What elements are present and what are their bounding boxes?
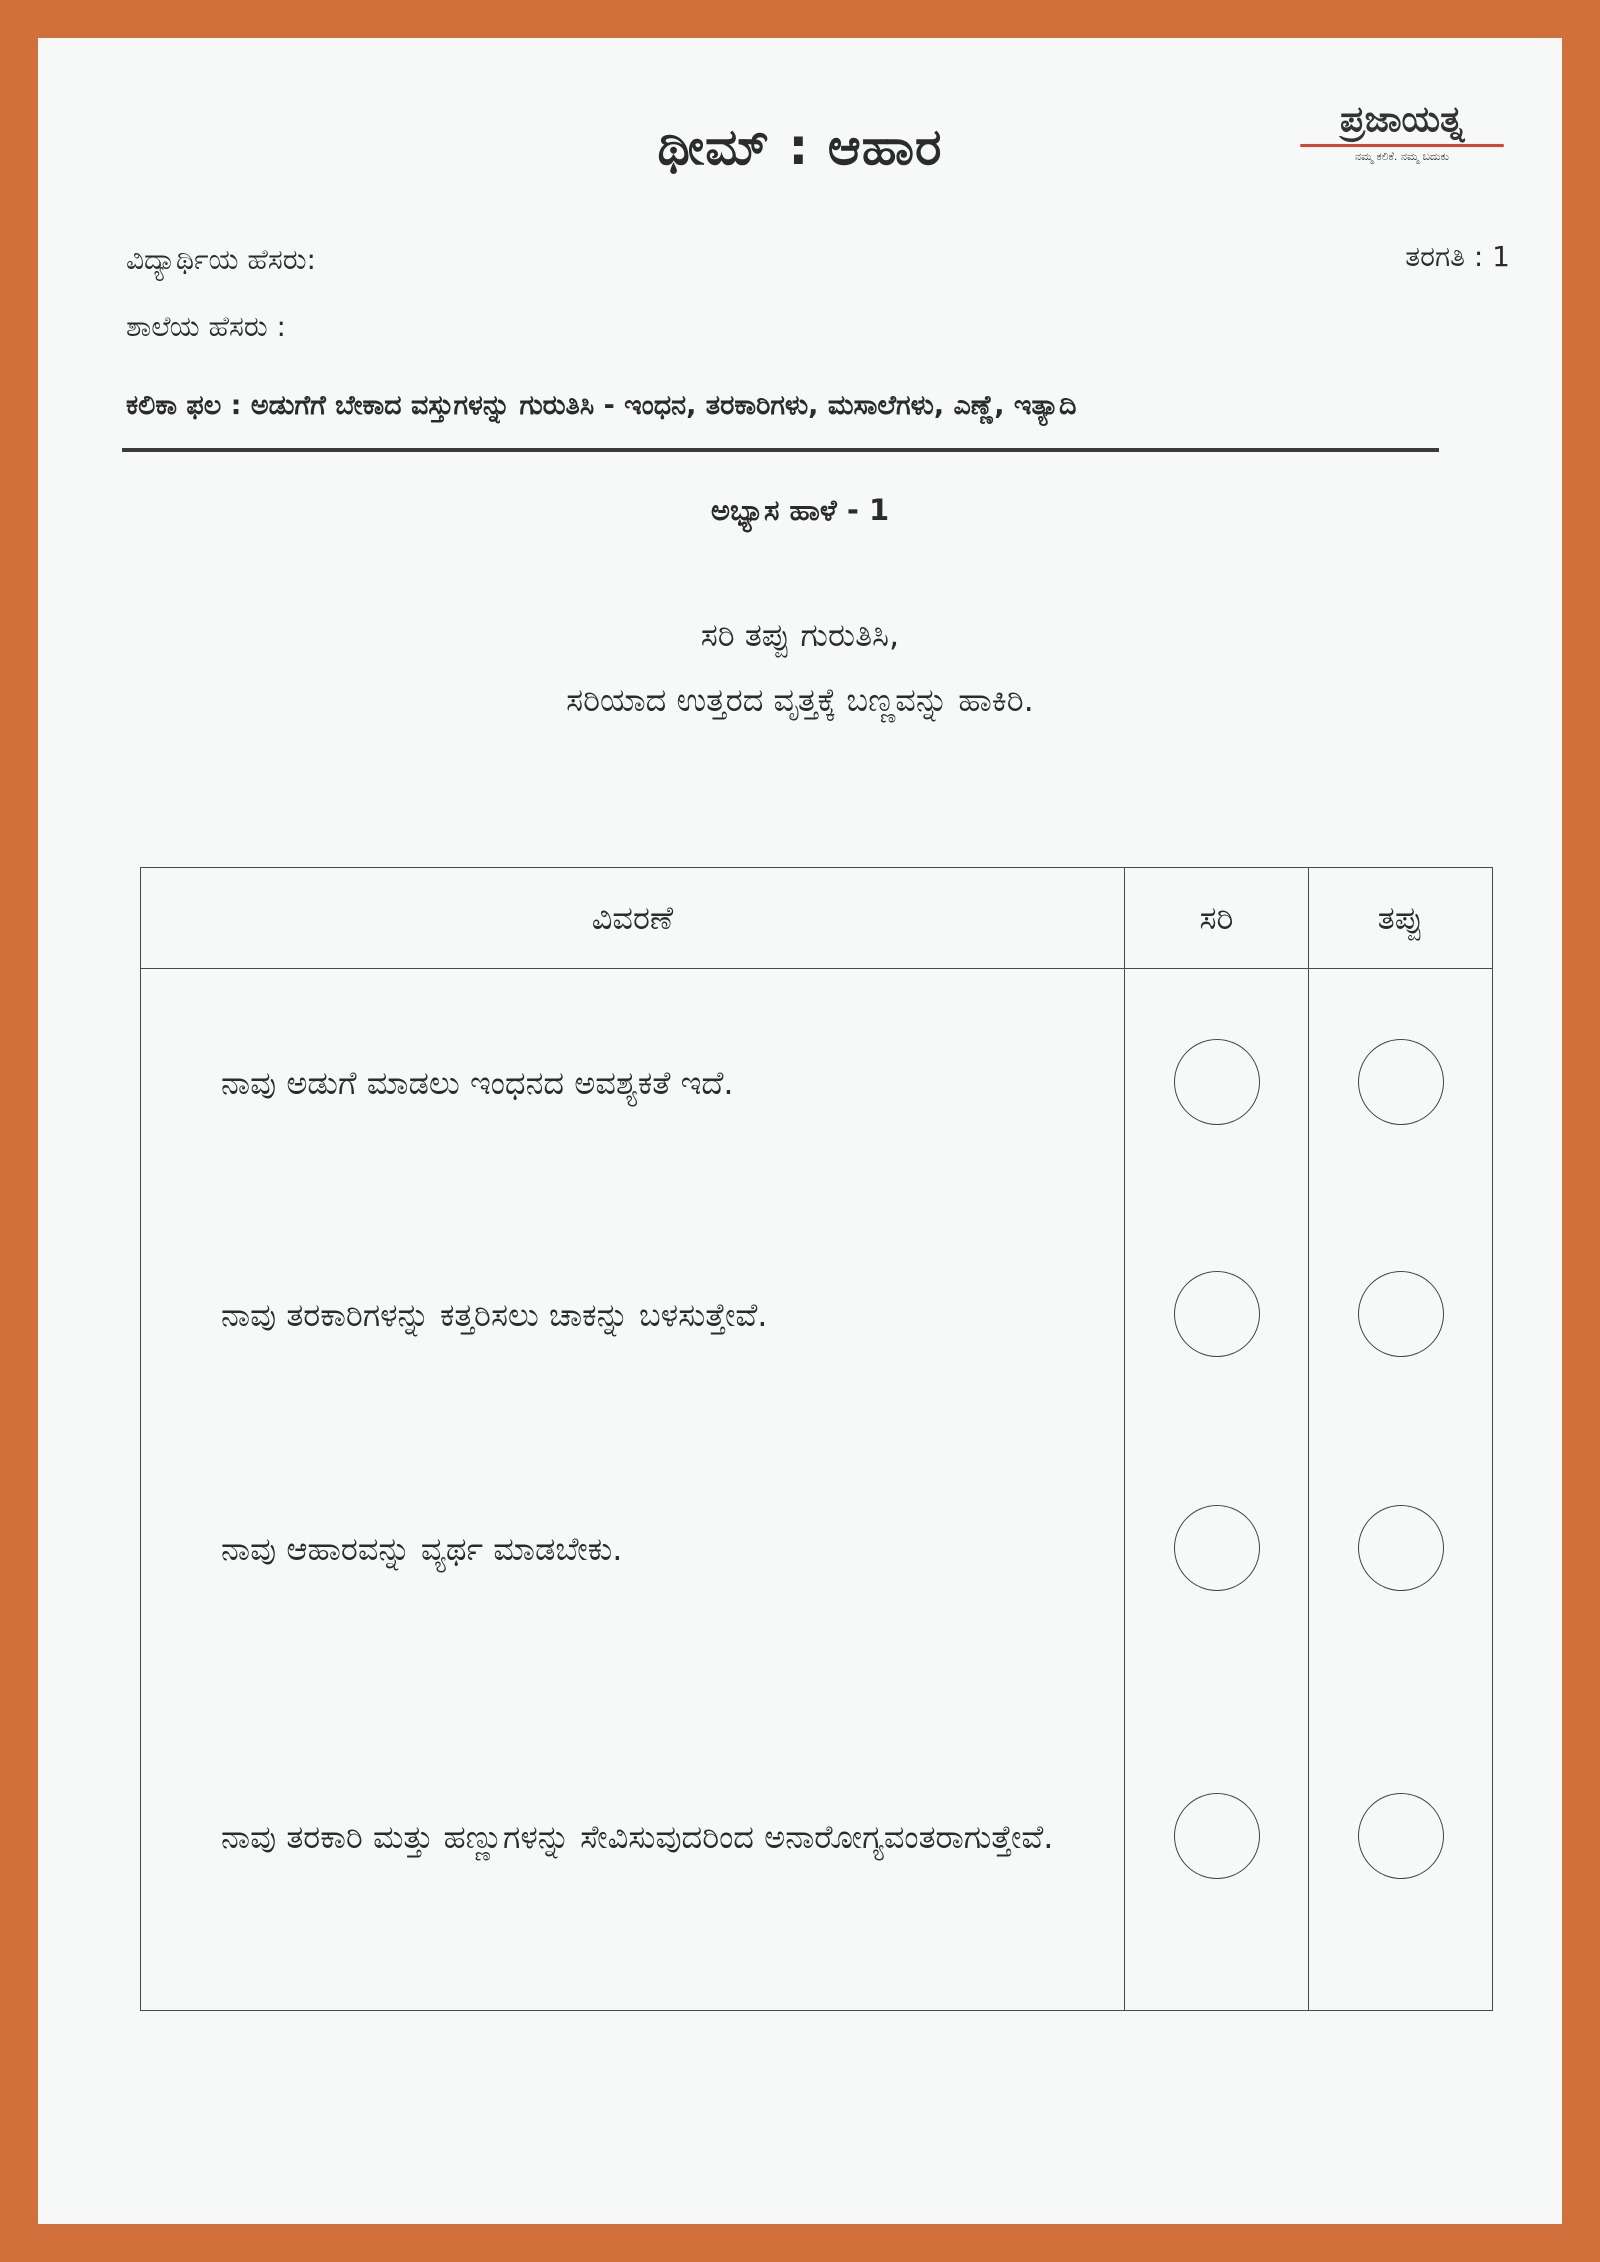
- logo-tagline: ನಮ್ಮ ಕಲಿಕೆ. ನಮ್ಮ ಬದುಕು: [1355, 150, 1449, 163]
- learning-outcome: ಕಲಿಕಾ ಫಲ : ಅಡುಗೆಗೆ ಬೇಕಾದ ವಸ್ತುಗಳನ್ನು ಗುರುತಿಸಿ - ಇಂಧನ, ತರಕಾರಿಗಳು, ಮಸಾಲೆಗಳು, ಎಣ್ಣೆ, ಇತ್ಯಾದಿ: [126, 390, 1077, 421]
- table-row: [141, 1199, 1493, 1433]
- false-answer-circle[interactable]: [1358, 1505, 1444, 1591]
- logo-name: ಪ್ರಜಾಯತ್ನ: [1339, 99, 1465, 140]
- statement-text: ನಾವು ತರಕಾರಿ ಮತ್ತು ಹಣ್ಣುಗಳನ್ನು ಸೇವಿಸುವುದರಿಂದ ಅನಾರೋಗ್ಯವಂತರಾಗುತ್ತೇವೆ.: [141, 1667, 1125, 2011]
- statement-text: ನಾವು ಅಡುಗೆ ಮಾಡಲು ಇಂಧನದ ಅವಶ್ಯಕತೆ ಇದೆ.: [141, 969, 1125, 1199]
- false-answer-circle[interactable]: [1358, 1039, 1444, 1125]
- false-answer-circle[interactable]: [1358, 1793, 1444, 1879]
- student-name-field[interactable]: ವಿದ್ಯಾರ್ಥಿಯ ಹೆಸರು:: [126, 243, 316, 276]
- logo-underline: [1300, 144, 1504, 147]
- instruction-line-1: ಸರಿ ತಪ್ಪು ಗುರುತಿಸಿ,: [700, 616, 900, 654]
- instruction-line-2: ಸರಿಯಾದ ಉತ್ತರದ ವೃತ್ತಕ್ಕೆ ಬಣ್ಣವನ್ನು ಹಾಕಿರಿ.: [566, 681, 1034, 719]
- worksheet-title: ಅಭ್ಯಾಸ ಹಾಳೆ - 1: [710, 493, 890, 527]
- statement-text: ನಾವು ಆಹಾರವನ್ನು ವ್ಯರ್ಥ ಮಾಡಬೇಕು.: [141, 1433, 1125, 1667]
- worksheet-page: [38, 38, 1562, 2224]
- brand-logo: [1292, 100, 1512, 164]
- table-row: [141, 1667, 1493, 2011]
- false-answer-circle[interactable]: [1358, 1271, 1444, 1357]
- statement-text: ನಾವು ತರಕಾರಿಗಳನ್ನು ಕತ್ತರಿಸಲು ಚಾಕನ್ನು ಬಳಸುತ್ತೇವೆ.: [141, 1199, 1125, 1433]
- page-title: ಥೀಮ್ : ಆಹಾರ: [657, 118, 943, 176]
- divider: [122, 448, 1439, 452]
- header-description: ವಿವರಣೆ: [141, 868, 1125, 969]
- true-answer-circle[interactable]: [1174, 1505, 1260, 1591]
- true-answer-circle[interactable]: [1174, 1039, 1260, 1125]
- table-row: [141, 1433, 1493, 1667]
- true-answer-circle[interactable]: [1174, 1793, 1260, 1879]
- header-true: ಸರಿ: [1125, 868, 1309, 969]
- table-row: [141, 969, 1493, 1199]
- school-name-field[interactable]: ಶಾಲೆಯ ಹೆಸರು :: [126, 310, 286, 343]
- grade-label: ತರಗತಿ : 1: [1405, 240, 1510, 273]
- true-false-table: [140, 867, 1493, 2011]
- true-answer-circle[interactable]: [1174, 1271, 1260, 1357]
- header-false: ತಪ್ಪು: [1309, 868, 1493, 969]
